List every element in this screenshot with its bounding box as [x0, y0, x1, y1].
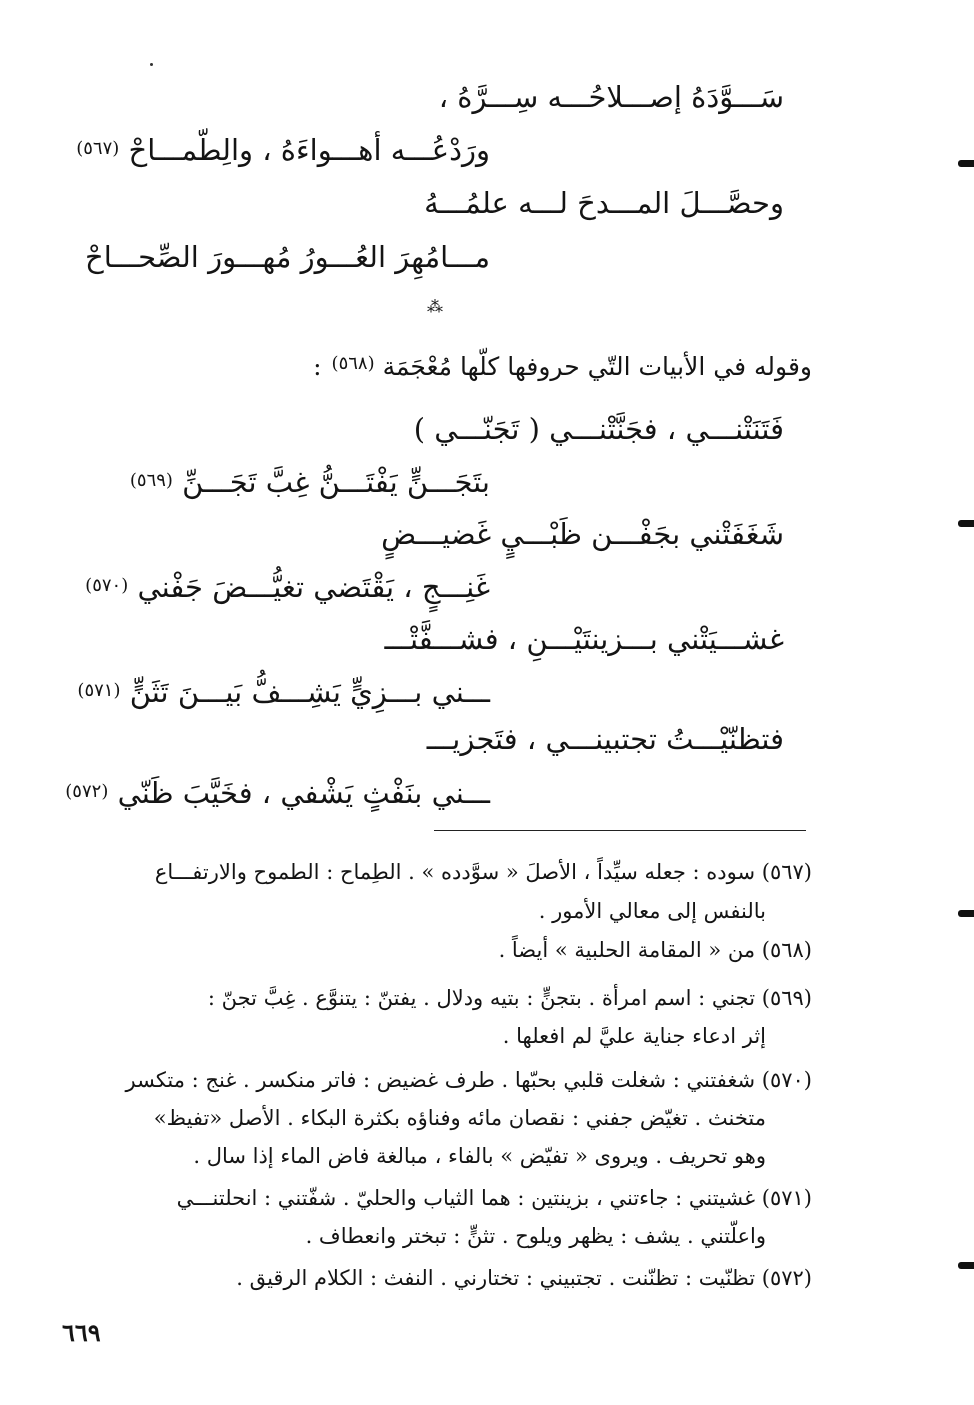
footnote-569-line-2: إثر ادعاء جناية عليَّ لم افعلها .: [502, 1024, 766, 1048]
footnote-569-line-1: (٥٦٩) تجني : اسم امرأة . بتجنٍّ : بتيه ودلال . يفتنّ : يتنوَّع . غِبَّ تجنّ :: [207, 986, 812, 1010]
verse-text: ـــني بـــزِيٍّ يَشِـــفُّ بَيـــنَ تَثَنٍّ: [129, 675, 490, 709]
verse-line: [414, 412, 784, 446]
intro-colon: :: [313, 352, 322, 381]
footnote-571-line-2: واعلّتني . يشف : يظهر ويلوح . تثنٍّ : تبختر وانعطاف .: [305, 1224, 766, 1248]
verse-line: [85, 240, 490, 274]
verse-text: فتظنّيْـــتُ تجتبينـــي ، فتَجزيـــ: [426, 722, 784, 756]
note-ref: (٥٦٨): [331, 353, 375, 374]
note-ref: (٥٧٢): [65, 781, 109, 802]
note-ref: (٥٦٩): [129, 470, 173, 491]
verse-line: [427, 722, 784, 756]
footnote-571-line-1: (٥٧١) غشيتني : جاءتني ، بزينتين : هما الثياب والحليّ . شفّتني : انحلتنـــي: [176, 1186, 812, 1210]
verse-text: بتَجَـــنٍّ يَفْتَـــنُّ غِبَّ تَجَـــنِّ: [182, 465, 490, 499]
edge-mark: [958, 910, 974, 917]
verse-line: [424, 186, 784, 220]
verse-text: وحصَّـــلَ المـــدحَ لـــه علمُـــهُ: [424, 186, 784, 220]
verse-text: ـــني بنَفْثٍ يَشْفي ، فخَيَّبَ ظَنّي: [117, 776, 490, 810]
edge-mark: [958, 520, 974, 527]
verse-line: [381, 517, 784, 551]
verse-text: فَتَنَتْنـــي ، فجَنَّتْنـــي ( تَجَنّـــي ): [413, 412, 784, 446]
footnote-572: (٥٧٢) تظنّيت : تظنّنت . تجتبيني : تختارني . النفث : الكلام الرقيق .: [236, 1266, 812, 1290]
footnote-570-line-1: (٥٧٠) شغفتني : شغلت قلبي بحبّها . طرف غضيض : فاتر منكسر . غنج : متكسر: [125, 1068, 812, 1092]
note-ref: (٥٧٠): [85, 575, 129, 596]
verse-line: [83, 570, 490, 604]
verse-text: ورَدْعُـــه أهـــواءَهُ ، والِطّمـــاحْ: [128, 133, 490, 167]
page-number: ٦٦٩: [62, 1318, 101, 1347]
verse-line: [75, 675, 490, 709]
footnote-567-line-2: بالنفس إلى معالي الأمور .: [538, 899, 766, 923]
footnote-570-line-2: متخنث . تغيّض جفني : نقصان مائه وفناؤه بكثرة البكاء . الأصل «تفيظ»: [153, 1106, 766, 1130]
edge-mark: [958, 1262, 974, 1269]
footnote-570-line-3: وهو تحريف . ويروى « تفيّض » بالفاء ، مبالغة فاض الماء إذا سال .: [193, 1144, 766, 1168]
footnote-568: (٥٦٨) من « المقامة الحلبية » أيضاً .: [498, 938, 812, 962]
note-ref: (٥٧١): [77, 680, 121, 701]
verse-line: [128, 465, 490, 499]
edge-mark: [958, 160, 974, 167]
verse-text: غشـــيَتْني بـــزينتَيْـــنِ ، فشـــفَّتْـــ: [384, 622, 784, 656]
verse-line: [384, 622, 784, 656]
verse-line: [439, 80, 784, 114]
speck: [150, 63, 153, 66]
intro-line: [313, 352, 812, 381]
footnote-567-line-1: (٥٦٧) سوده : جعله سيِّداً ، الأصلَ « سوَّدده » . الطِماح : الطموح والارتفـــاع: [154, 860, 812, 884]
verse-text: مـــامُهِرَ العُـــورُ مُهـــورَ الصِّحـــاحْ: [85, 240, 490, 274]
verse-text: شَغَفَتْني بجَفْـــن ظَبْـــيٍ غَضيـــضٍ: [381, 517, 784, 551]
verse-text: غَنِـــجٍ ، يَقْتَضي تغيُّـــضَ جَفْني: [137, 570, 490, 604]
footnote-divider: [434, 830, 806, 831]
intro-text: وقوله في الأبيات التّي حروفها كلّها مُعْجَمَة: [382, 352, 812, 381]
verse-text: سَـــوَّدَهُ إصـــلاحُـــه سِـــرَّهُ ،: [438, 80, 784, 114]
section-stars: ⁂: [427, 297, 443, 316]
note-ref: (٥٦٧): [76, 138, 120, 159]
verse-line: [74, 133, 490, 167]
verse-line: [63, 776, 490, 810]
